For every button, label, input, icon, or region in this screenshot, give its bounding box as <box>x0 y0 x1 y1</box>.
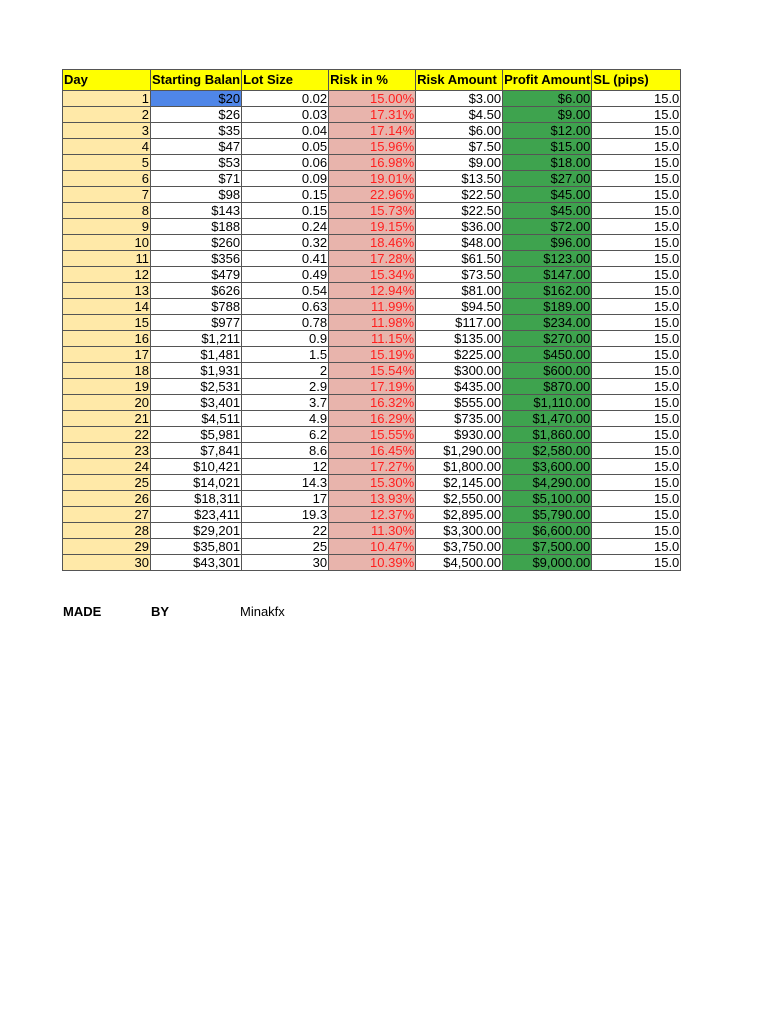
cell-day[interactable]: 29 <box>63 539 151 555</box>
cell-profit-amount[interactable]: $189.00 <box>503 299 592 315</box>
cell-risk-amount[interactable]: $2,145.00 <box>416 475 503 491</box>
cell-profit-amount[interactable]: $15.00 <box>503 139 592 155</box>
cell-risk-amount[interactable]: $7.50 <box>416 139 503 155</box>
cell-starting-balance[interactable]: $35 <box>151 123 242 139</box>
table-row <box>63 555 681 571</box>
cell-starting-balance[interactable]: $5,981 <box>151 427 242 443</box>
cell-sl-pips[interactable]: 15.0 <box>592 235 681 251</box>
table-row <box>63 91 681 107</box>
cell-risk-amount[interactable]: $555.00 <box>416 395 503 411</box>
cell-profit-amount[interactable]: $870.00 <box>503 379 592 395</box>
cell-sl-pips[interactable]: 15.0 <box>592 203 681 219</box>
cell-starting-balance[interactable]: $35,801 <box>151 539 242 555</box>
table-row <box>63 395 681 411</box>
cell-day[interactable]: 17 <box>63 347 151 363</box>
table-row <box>63 235 681 251</box>
cell-risk-percent[interactable]: 15.30% <box>329 475 416 491</box>
table-row <box>63 347 681 363</box>
cell-lot-size[interactable]: 2.9 <box>242 379 329 395</box>
cell-lot-size[interactable]: 8.6 <box>242 443 329 459</box>
cell-starting-balance[interactable]: $4,511 <box>151 411 242 427</box>
cell-starting-balance[interactable]: $2,531 <box>151 379 242 395</box>
cell-day[interactable]: 2 <box>63 107 151 123</box>
cell-risk-percent[interactable]: 16.29% <box>329 411 416 427</box>
cell-sl-pips[interactable]: 15.0 <box>592 459 681 475</box>
cell-day[interactable]: 1 <box>63 91 151 107</box>
cell-risk-percent[interactable]: 11.30% <box>329 523 416 539</box>
cell-lot-size[interactable]: 0.06 <box>242 155 329 171</box>
cell-risk-percent[interactable]: 15.54% <box>329 363 416 379</box>
cell-lot-size[interactable]: 0.78 <box>242 315 329 331</box>
cell-starting-balance[interactable]: $356 <box>151 251 242 267</box>
cell-sl-pips[interactable]: 15.0 <box>592 507 681 523</box>
cell-profit-amount[interactable]: $27.00 <box>503 171 592 187</box>
cell-risk-percent[interactable]: 16.32% <box>329 395 416 411</box>
cell-risk-amount[interactable]: $6.00 <box>416 123 503 139</box>
cell-profit-amount[interactable]: $45.00 <box>503 187 592 203</box>
cell-day[interactable]: 28 <box>63 523 151 539</box>
cell-risk-amount[interactable]: $2,550.00 <box>416 491 503 507</box>
cell-sl-pips[interactable]: 15.0 <box>592 187 681 203</box>
cell-day[interactable]: 6 <box>63 171 151 187</box>
cell-risk-percent[interactable]: 12.94% <box>329 283 416 299</box>
cell-profit-amount[interactable]: $5,790.00 <box>503 507 592 523</box>
table-row <box>63 315 681 331</box>
cell-sl-pips[interactable]: 15.0 <box>592 299 681 315</box>
cell-lot-size[interactable]: 0.05 <box>242 139 329 155</box>
header-risk-amount[interactable]: Risk Amount <box>416 70 503 91</box>
table-row <box>63 171 681 187</box>
cell-lot-size[interactable]: 0.24 <box>242 219 329 235</box>
table-row <box>63 475 681 491</box>
table-row <box>63 331 681 347</box>
cell-starting-balance[interactable]: $10,421 <box>151 459 242 475</box>
table-row <box>63 251 681 267</box>
cell-lot-size[interactable]: 0.54 <box>242 283 329 299</box>
table-row <box>63 299 681 315</box>
cell-lot-size[interactable]: 25 <box>242 539 329 555</box>
cell-day[interactable]: 26 <box>63 491 151 507</box>
compounding-table <box>62 69 681 571</box>
cell-starting-balance[interactable]: $626 <box>151 283 242 299</box>
cell-starting-balance[interactable]: $23,411 <box>151 507 242 523</box>
cell-day[interactable]: 30 <box>63 555 151 571</box>
cell-risk-percent[interactable]: 11.98% <box>329 315 416 331</box>
table-row <box>63 539 681 555</box>
cell-day[interactable]: 7 <box>63 187 151 203</box>
cell-profit-amount[interactable]: $6,600.00 <box>503 523 592 539</box>
cell-profit-amount[interactable]: $147.00 <box>503 267 592 283</box>
table-row <box>63 459 681 475</box>
cell-sl-pips[interactable]: 15.0 <box>592 411 681 427</box>
cell-lot-size[interactable]: 22 <box>242 523 329 539</box>
cell-risk-amount[interactable]: $225.00 <box>416 347 503 363</box>
cell-profit-amount[interactable]: $72.00 <box>503 219 592 235</box>
cell-sl-pips[interactable]: 15.0 <box>592 139 681 155</box>
table-row <box>63 427 681 443</box>
table-row <box>63 523 681 539</box>
cell-profit-amount[interactable]: $4,290.00 <box>503 475 592 491</box>
cell-lot-size[interactable]: 0.32 <box>242 235 329 251</box>
cell-risk-amount[interactable]: $2,895.00 <box>416 507 503 523</box>
cell-risk-amount[interactable]: $930.00 <box>416 427 503 443</box>
table-row <box>63 411 681 427</box>
cell-starting-balance[interactable]: $47 <box>151 139 242 155</box>
cell-starting-balance[interactable]: $479 <box>151 267 242 283</box>
cell-risk-percent[interactable]: 15.19% <box>329 347 416 363</box>
cell-starting-balance[interactable]: $3,401 <box>151 395 242 411</box>
cell-risk-percent[interactable]: 12.37% <box>329 507 416 523</box>
cell-risk-amount[interactable]: $300.00 <box>416 363 503 379</box>
cell-risk-percent[interactable]: 17.14% <box>329 123 416 139</box>
cell-lot-size[interactable]: 1.5 <box>242 347 329 363</box>
cell-risk-percent[interactable]: 15.00% <box>329 91 416 107</box>
cell-lot-size[interactable]: 12 <box>242 459 329 475</box>
cell-starting-balance[interactable]: $143 <box>151 203 242 219</box>
footer-by: BY <box>151 604 170 619</box>
cell-sl-pips[interactable]: 15.0 <box>592 539 681 555</box>
cell-sl-pips[interactable]: 15.0 <box>592 107 681 123</box>
table-row <box>63 267 681 283</box>
cell-lot-size[interactable]: 0.03 <box>242 107 329 123</box>
cell-risk-amount[interactable]: $3.00 <box>416 91 503 107</box>
cell-profit-amount[interactable]: $18.00 <box>503 155 592 171</box>
cell-starting-balance[interactable]: $98 <box>151 187 242 203</box>
header-profit-amount[interactable]: Profit Amount <box>503 70 592 91</box>
cell-sl-pips[interactable]: 15.0 <box>592 171 681 187</box>
table-row <box>63 155 681 171</box>
cell-starting-balance[interactable]: $18,311 <box>151 491 242 507</box>
cell-starting-balance[interactable]: $53 <box>151 155 242 171</box>
cell-day[interactable]: 13 <box>63 283 151 299</box>
cell-lot-size[interactable]: 3.7 <box>242 395 329 411</box>
cell-starting-balance[interactable]: $1,931 <box>151 363 242 379</box>
cell-risk-percent[interactable]: 13.93% <box>329 491 416 507</box>
table-row <box>63 123 681 139</box>
table-row <box>63 283 681 299</box>
cell-day[interactable]: 24 <box>63 459 151 475</box>
cell-risk-percent[interactable]: 17.28% <box>329 251 416 267</box>
header-row <box>63 70 681 91</box>
cell-profit-amount[interactable]: $96.00 <box>503 235 592 251</box>
cell-profit-amount[interactable]: $450.00 <box>503 347 592 363</box>
cell-day[interactable]: 27 <box>63 507 151 523</box>
table-row <box>63 187 681 203</box>
cell-risk-amount[interactable]: $48.00 <box>416 235 503 251</box>
footer-author: Minakfx <box>240 604 285 619</box>
cell-day[interactable]: 19 <box>63 379 151 395</box>
cell-sl-pips[interactable]: 15.0 <box>592 347 681 363</box>
cell-risk-amount[interactable]: $3,300.00 <box>416 523 503 539</box>
cell-risk-percent[interactable]: 19.01% <box>329 171 416 187</box>
cell-profit-amount[interactable]: $1,110.00 <box>503 395 592 411</box>
cell-day[interactable]: 25 <box>63 475 151 491</box>
cell-risk-percent[interactable]: 15.96% <box>329 139 416 155</box>
cell-risk-amount[interactable]: $73.50 <box>416 267 503 283</box>
cell-starting-balance[interactable]: $260 <box>151 235 242 251</box>
cell-lot-size[interactable]: 0.15 <box>242 187 329 203</box>
cell-profit-amount[interactable]: $12.00 <box>503 123 592 139</box>
cell-profit-amount[interactable]: $162.00 <box>503 283 592 299</box>
cell-lot-size[interactable]: 6.2 <box>242 427 329 443</box>
cell-lot-size[interactable]: 2 <box>242 363 329 379</box>
cell-day[interactable]: 12 <box>63 267 151 283</box>
cell-day[interactable]: 11 <box>63 251 151 267</box>
cell-sl-pips[interactable]: 15.0 <box>592 283 681 299</box>
cell-risk-amount[interactable]: $117.00 <box>416 315 503 331</box>
cell-profit-amount[interactable]: $600.00 <box>503 363 592 379</box>
cell-day[interactable]: 22 <box>63 427 151 443</box>
cell-starting-balance[interactable]: $1,211 <box>151 331 242 347</box>
cell-lot-size[interactable]: 0.09 <box>242 171 329 187</box>
cell-sl-pips[interactable]: 15.0 <box>592 91 681 107</box>
cell-profit-amount[interactable]: $1,470.00 <box>503 411 592 427</box>
cell-day[interactable]: 16 <box>63 331 151 347</box>
cell-day[interactable]: 15 <box>63 315 151 331</box>
cell-risk-percent[interactable]: 11.15% <box>329 331 416 347</box>
cell-risk-amount[interactable]: $1,290.00 <box>416 443 503 459</box>
cell-starting-balance[interactable]: $26 <box>151 107 242 123</box>
header-starting-balance[interactable]: Starting Balan <box>151 70 242 91</box>
cell-profit-amount[interactable]: $7,500.00 <box>503 539 592 555</box>
cell-lot-size[interactable]: 0.63 <box>242 299 329 315</box>
cell-day[interactable]: 10 <box>63 235 151 251</box>
cell-risk-amount[interactable]: $3,750.00 <box>416 539 503 555</box>
cell-sl-pips[interactable]: 15.0 <box>592 395 681 411</box>
cell-day[interactable]: 5 <box>63 155 151 171</box>
cell-risk-percent[interactable]: 19.15% <box>329 219 416 235</box>
cell-lot-size[interactable]: 0.41 <box>242 251 329 267</box>
cell-lot-size[interactable]: 30 <box>242 555 329 571</box>
cell-risk-amount[interactable]: $36.00 <box>416 219 503 235</box>
cell-risk-percent[interactable]: 17.31% <box>329 107 416 123</box>
cell-starting-balance[interactable]: $788 <box>151 299 242 315</box>
header-sl-pips[interactable]: SL (pips) <box>592 70 681 91</box>
cell-starting-balance[interactable]: $43,301 <box>151 555 242 571</box>
table-row <box>63 203 681 219</box>
cell-sl-pips[interactable]: 15.0 <box>592 251 681 267</box>
cell-risk-amount[interactable]: $735.00 <box>416 411 503 427</box>
cell-lot-size[interactable]: 0.15 <box>242 203 329 219</box>
cell-risk-percent[interactable]: 10.47% <box>329 539 416 555</box>
cell-risk-amount[interactable]: $4.50 <box>416 107 503 123</box>
cell-risk-amount[interactable]: $435.00 <box>416 379 503 395</box>
cell-lot-size[interactable]: 0.9 <box>242 331 329 347</box>
cell-profit-amount[interactable]: $5,100.00 <box>503 491 592 507</box>
table-row <box>63 443 681 459</box>
cell-profit-amount[interactable]: $6.00 <box>503 91 592 107</box>
cell-risk-amount[interactable]: $22.50 <box>416 187 503 203</box>
cell-risk-percent[interactable]: 10.39% <box>329 555 416 571</box>
cell-sl-pips[interactable]: 15.0 <box>592 491 681 507</box>
cell-risk-amount[interactable]: $4,500.00 <box>416 555 503 571</box>
cell-sl-pips[interactable]: 15.0 <box>592 155 681 171</box>
cell-profit-amount[interactable]: $270.00 <box>503 331 592 347</box>
cell-risk-percent[interactable]: 22.96% <box>329 187 416 203</box>
cell-risk-amount[interactable]: $94.50 <box>416 299 503 315</box>
cell-risk-amount[interactable]: $61.50 <box>416 251 503 267</box>
cell-day[interactable]: 4 <box>63 139 151 155</box>
cell-sl-pips[interactable]: 15.0 <box>592 363 681 379</box>
cell-risk-percent[interactable]: 17.19% <box>329 379 416 395</box>
cell-sl-pips[interactable]: 15.0 <box>592 219 681 235</box>
cell-day[interactable]: 21 <box>63 411 151 427</box>
cell-starting-balance[interactable]: $29,201 <box>151 523 242 539</box>
cell-day[interactable]: 3 <box>63 123 151 139</box>
cell-day[interactable]: 8 <box>63 203 151 219</box>
cell-lot-size[interactable]: 17 <box>242 491 329 507</box>
cell-risk-percent[interactable]: 18.46% <box>329 235 416 251</box>
cell-risk-percent[interactable]: 16.98% <box>329 155 416 171</box>
cell-starting-balance[interactable]: $14,021 <box>151 475 242 491</box>
cell-profit-amount[interactable]: $234.00 <box>503 315 592 331</box>
cell-risk-amount[interactable]: $9.00 <box>416 155 503 171</box>
cell-risk-percent[interactable]: 15.55% <box>329 427 416 443</box>
cell-day[interactable]: 14 <box>63 299 151 315</box>
footer-made: MADE <box>63 604 102 619</box>
cell-sl-pips[interactable]: 15.0 <box>592 267 681 283</box>
table-row <box>63 219 681 235</box>
cell-lot-size[interactable]: 19.3 <box>242 507 329 523</box>
cell-profit-amount[interactable]: $123.00 <box>503 251 592 267</box>
cell-risk-amount[interactable]: $81.00 <box>416 283 503 299</box>
cell-sl-pips[interactable]: 15.0 <box>592 427 681 443</box>
cell-sl-pips[interactable]: 15.0 <box>592 331 681 347</box>
table-row <box>63 491 681 507</box>
cell-lot-size[interactable]: 0.02 <box>242 91 329 107</box>
cell-profit-amount[interactable]: $9,000.00 <box>503 555 592 571</box>
cell-sl-pips[interactable]: 15.0 <box>592 315 681 331</box>
cell-sl-pips[interactable]: 15.0 <box>592 379 681 395</box>
cell-sl-pips[interactable]: 15.0 <box>592 475 681 491</box>
cell-profit-amount[interactable]: $1,860.00 <box>503 427 592 443</box>
cell-lot-size[interactable]: 4.9 <box>242 411 329 427</box>
cell-sl-pips[interactable]: 15.0 <box>592 555 681 571</box>
cell-sl-pips[interactable]: 15.0 <box>592 443 681 459</box>
cell-starting-balance[interactable]: $20 <box>151 91 242 107</box>
cell-risk-amount[interactable]: $135.00 <box>416 331 503 347</box>
cell-lot-size[interactable]: 0.49 <box>242 267 329 283</box>
table-row <box>63 107 681 123</box>
table-row <box>63 139 681 155</box>
cell-day[interactable]: 20 <box>63 395 151 411</box>
cell-lot-size[interactable]: 0.04 <box>242 123 329 139</box>
cell-starting-balance[interactable]: $188 <box>151 219 242 235</box>
cell-sl-pips[interactable]: 15.0 <box>592 523 681 539</box>
cell-risk-percent[interactable]: 15.34% <box>329 267 416 283</box>
cell-starting-balance[interactable]: $977 <box>151 315 242 331</box>
cell-profit-amount[interactable]: $9.00 <box>503 107 592 123</box>
cell-risk-percent[interactable]: 17.27% <box>329 459 416 475</box>
cell-starting-balance[interactable]: $71 <box>151 171 242 187</box>
cell-risk-percent[interactable]: 11.99% <box>329 299 416 315</box>
table-row <box>63 507 681 523</box>
cell-profit-amount[interactable]: $3,600.00 <box>503 459 592 475</box>
header-lot-size[interactable]: Lot Size <box>242 70 329 91</box>
cell-profit-amount[interactable]: $2,580.00 <box>503 443 592 459</box>
cell-risk-amount[interactable]: $22.50 <box>416 203 503 219</box>
cell-lot-size[interactable]: 14.3 <box>242 475 329 491</box>
table-row <box>63 363 681 379</box>
header-risk-percent[interactable]: Risk in % <box>329 70 416 91</box>
cell-profit-amount[interactable]: $45.00 <box>503 203 592 219</box>
cell-risk-amount[interactable]: $13.50 <box>416 171 503 187</box>
cell-day[interactable]: 9 <box>63 219 151 235</box>
cell-risk-amount[interactable]: $1,800.00 <box>416 459 503 475</box>
cell-risk-percent[interactable]: 15.73% <box>329 203 416 219</box>
cell-day[interactable]: 18 <box>63 363 151 379</box>
header-day[interactable]: Day <box>63 70 151 91</box>
cell-sl-pips[interactable]: 15.0 <box>592 123 681 139</box>
cell-starting-balance[interactable]: $1,481 <box>151 347 242 363</box>
cell-risk-percent[interactable]: 16.45% <box>329 443 416 459</box>
table-row <box>63 379 681 395</box>
cell-day[interactable]: 23 <box>63 443 151 459</box>
cell-starting-balance[interactable]: $7,841 <box>151 443 242 459</box>
